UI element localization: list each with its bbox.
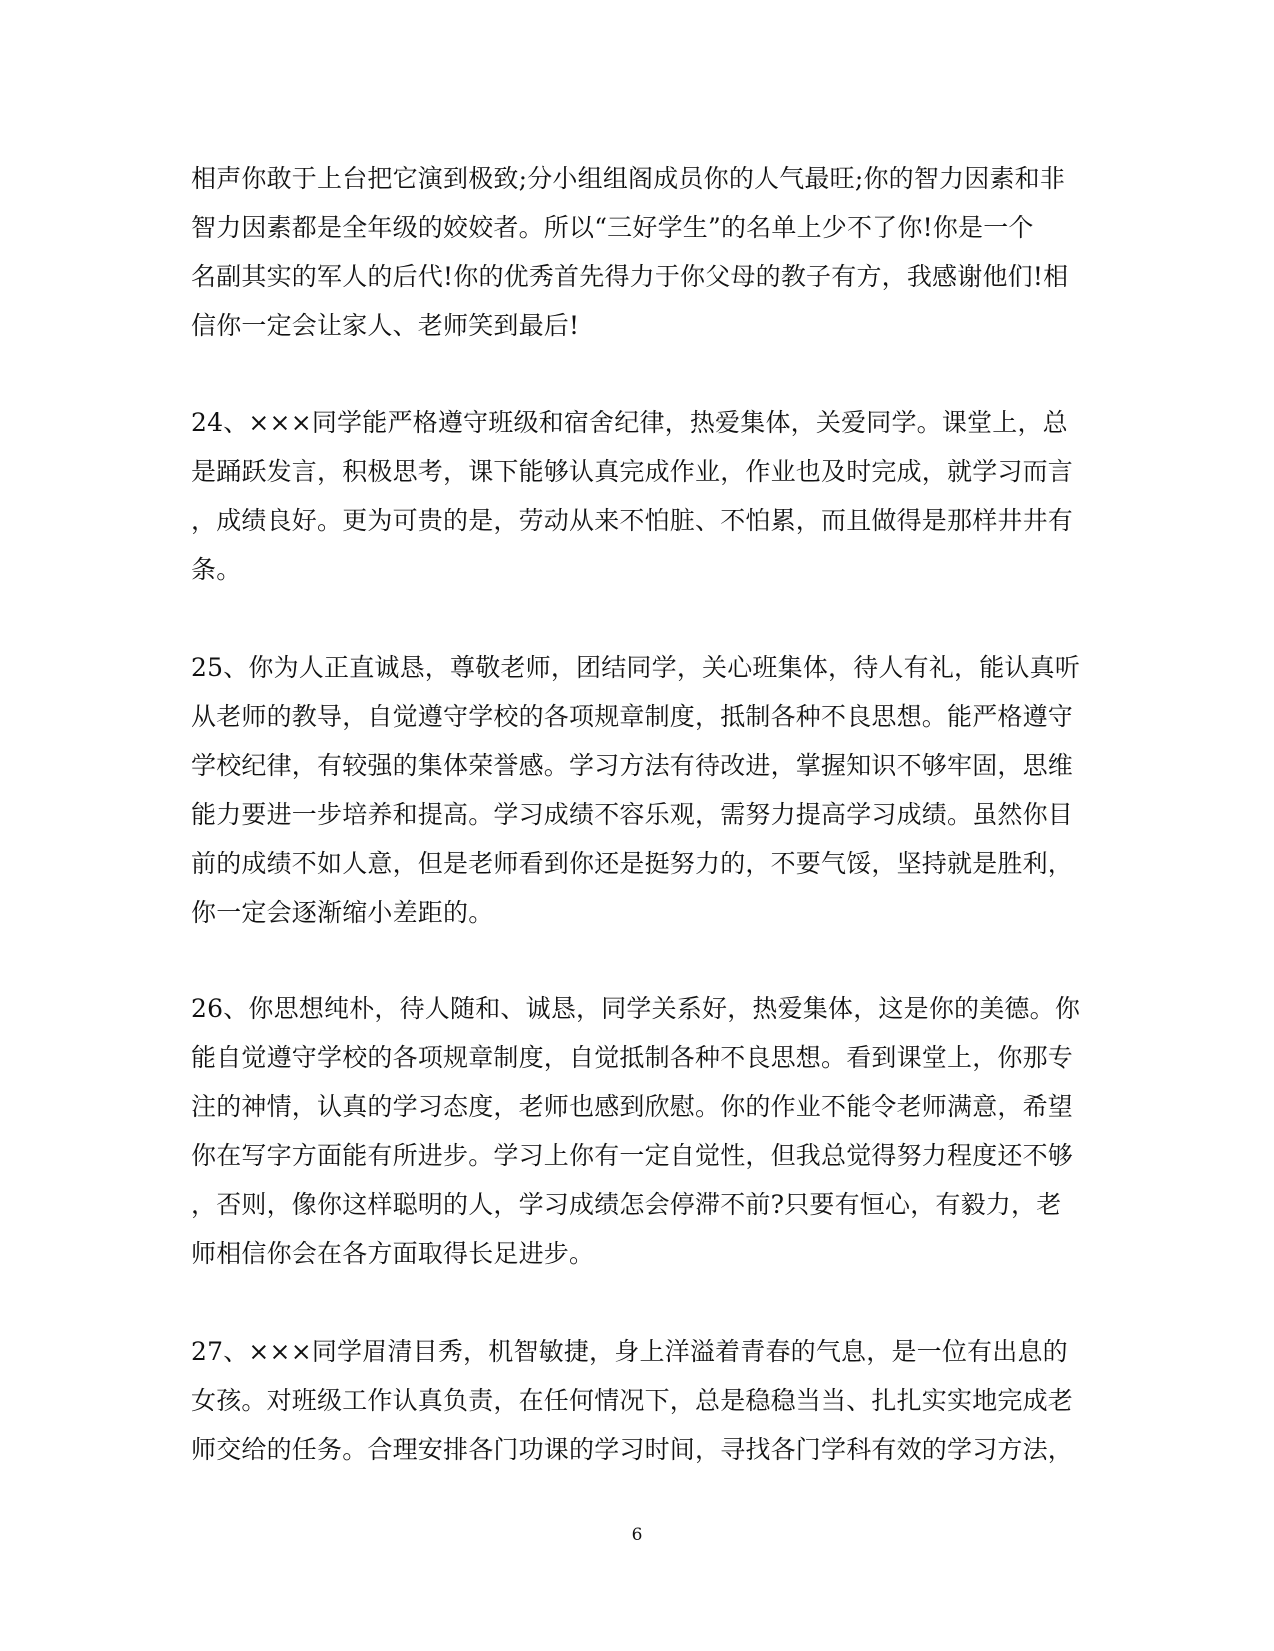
text-line: 24、×××同学能严格遵守班级和宿舍纪律，热爱集体，关爱同学。课堂上，总	[191, 408, 1068, 437]
paragraph-continued	[191, 154, 1071, 350]
text-line: ，否则，像你这样聪明的人，学习成绩怎会停滞不前?只要有恒心，有毅力，老	[191, 1190, 1062, 1219]
text-line: 你一定会逐渐缩小差距的。	[191, 898, 494, 927]
text-line: 前的成绩不如人意，但是老师看到你还是挺努力的，不要气馁，坚持就是胜利，	[191, 849, 1074, 878]
text-line: 你在写字方面能有所进步。学习上你有一定自觉性，但我总觉得努力程度还不够	[191, 1141, 1074, 1170]
text-line: 是踊跃发言，积极思考，课下能够认真完成作业，作业也及时完成，就学习而言	[191, 457, 1074, 486]
text-line: 条。	[191, 555, 242, 584]
text-line: 师交给的任务。合理安排各门功课的学习时间，寻找各门学科有效的学习方法，	[191, 1435, 1074, 1464]
paragraph-26	[191, 984, 1081, 1278]
text-line: 26、你思想纯朴，待人随和、诚恳，同学关系好，热爱集体，这是你的美德。你	[191, 994, 1081, 1023]
text-line: 能自觉遵守学校的各项规章制度，自觉抵制各种不良思想。看到课堂上，你那专	[191, 1043, 1074, 1072]
paragraph-27	[191, 1327, 1074, 1474]
paragraph-24	[191, 398, 1074, 594]
text-line: 女孩。对班级工作认真负责，在任何情况下，总是稳稳当当、扎扎实实地完成老	[191, 1386, 1074, 1415]
text-line: 25、你为人正直诚恳，尊敬老师，团结同学，关心班集体，待人有礼，能认真听	[191, 653, 1081, 682]
text-line: 从老师的教导，自觉遵守学校的各项规章制度，抵制各种不良思想。能严格遵守	[191, 702, 1074, 731]
paragraph-25	[191, 643, 1081, 937]
text-line: 名副其实的军人的后代!你的优秀首先得力于你父母的教子有方，我感谢他们!相	[191, 262, 1069, 291]
text-line: 27、×××同学眉清目秀，机智敏捷，身上洋溢着青春的气息，是一位有出息的	[191, 1337, 1068, 1366]
text-line: 能力要进一步培养和提高。学习成绩不容乐观，需努力提高学习成绩。虽然你目	[191, 800, 1074, 829]
text-line: 师相信你会在各方面取得长足进步。	[191, 1239, 595, 1268]
text-line: 学校纪律，有较强的集体荣誉感。学习方法有待改进，掌握知识不够牢固，思维	[191, 751, 1074, 780]
page-number: 6	[631, 1525, 643, 1545]
text-line: 注的神情，认真的学习态度，老师也感到欣慰。你的作业不能令老师满意，希望	[191, 1092, 1074, 1121]
text-line: 智力因素都是全年级的姣姣者。所以“三好学生”的名单上少不了你!你是一个	[191, 213, 1034, 242]
text-line: ，成绩良好。更为可贵的是，劳动从来不怕脏、不怕累，而且做得是那样井井有	[191, 506, 1074, 535]
text-line: 相声你敢于上台把它演到极致;分小组组阁成员你的人气最旺;你的智力因素和非	[191, 164, 1066, 193]
text-line: 信你一定会让家人、老师笑到最后!	[191, 311, 580, 340]
